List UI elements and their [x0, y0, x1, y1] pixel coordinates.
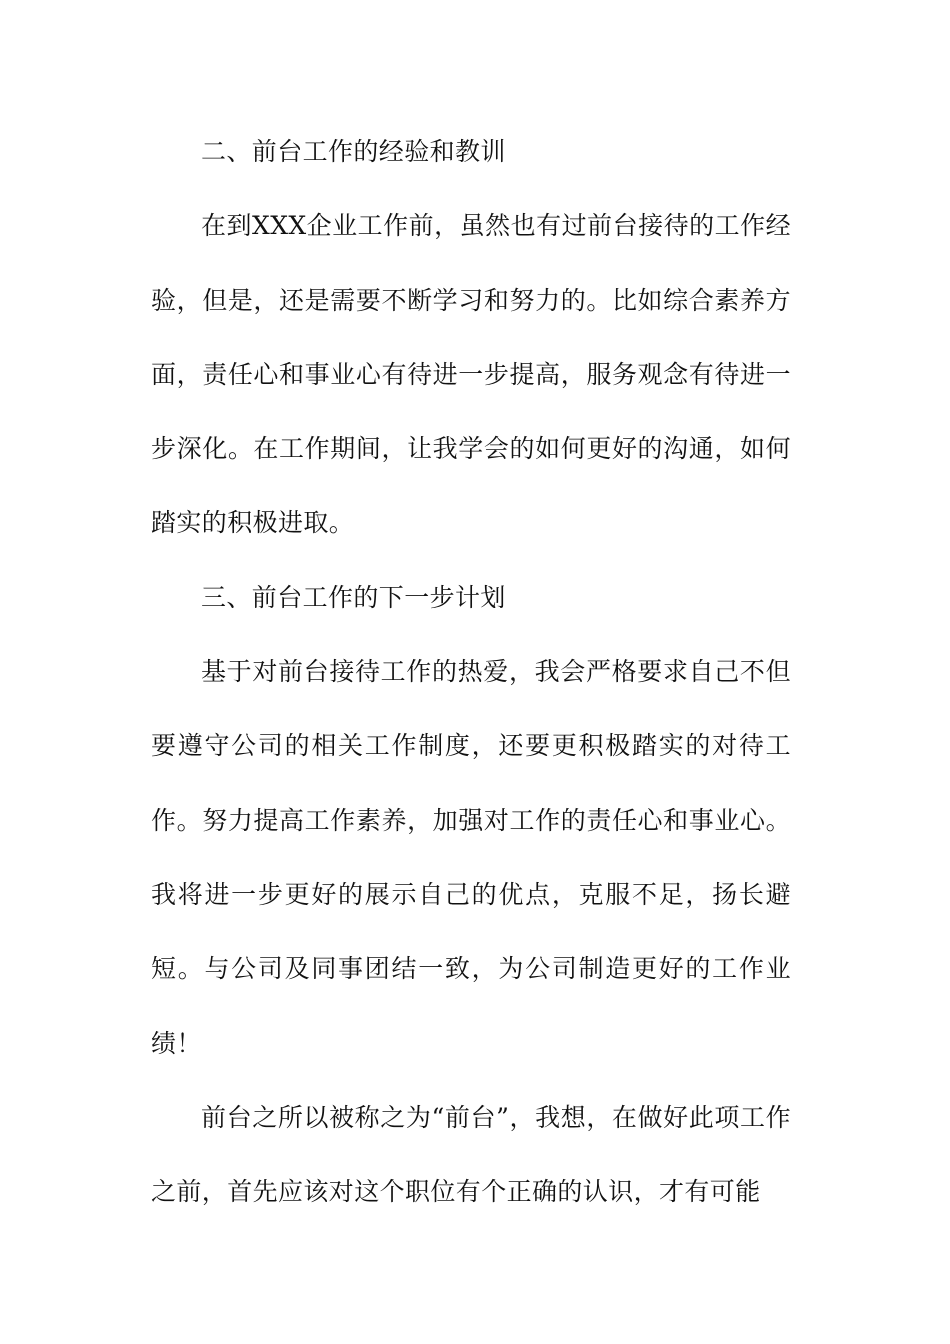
document-body [151, 115, 791, 1229]
section-heading-plan: 三、前台工作的下一步计划 [201, 582, 506, 612]
paragraph-lessons: 在到XXX企业工作前，虽然也有过前台接待的工作经验，但是，还是需要不断学习和努力的。比如综合素养方面，责任心和事业心有待进一步提高，服务观念有待进一步深化。在工作期间，让我学会的如何更好的沟通，如何踏实的积极进取。 [151, 211, 791, 538]
paragraph-front-desk: 前台之所以被称之为“前台”，我想，在做好此项工作之前，首先应该对这个职位有个正确的认识，才有可能 [151, 1102, 791, 1207]
section-heading-lessons: 二、前台工作的经验和教训 [201, 137, 506, 166]
paragraph-plan: 基于对前台接待工作的热爱，我会严格要求自己不但要遵守公司的相关工作制度，还要更积极踏实的对待工作。努力提高工作素养，加强对工作的责任心和事业心。我将进一步更好的展示自己的优点，克服不足，扬长避短。与公司及同事团结一致，为公司制造更好的工作业绩！ [151, 657, 791, 1058]
